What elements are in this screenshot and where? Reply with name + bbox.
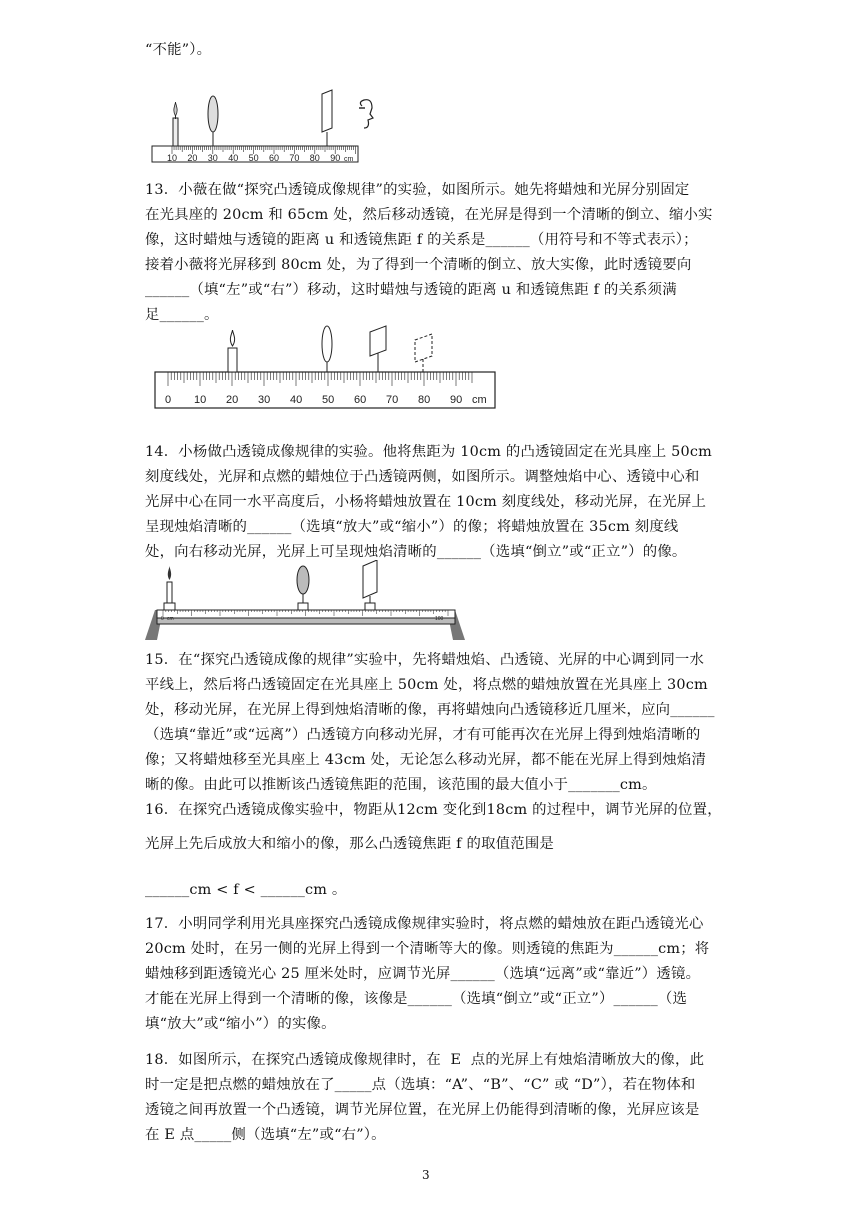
intro-text: “不能”）。 [145,42,212,58]
fig14-unit-label: cm [167,616,174,622]
q15-line-5: 像；又将蜡烛移至光具座上 43cm 处，无论怎么移动光屏，都不能在光屏上得到烛焰清 [145,752,707,768]
fig13-tick-label: 10 [194,394,207,406]
q17-line-5: 填“放大”或“缩小”）的实像。 [145,1016,336,1032]
fig13-tick-label: 50 [322,394,335,406]
q13-line-6: 足______。 [145,307,219,323]
q14-line-5: 处，向右移动光屏，光屏上可呈现烛焰清晰的______（选填“倒立”或“正立”）的像。 [145,544,687,560]
fig12-tick-label: 30 [207,153,218,163]
q16-line-3: ______cm < f < ______cm 。 [145,882,347,898]
fig13-unit-label: cm [472,394,487,406]
q13-line-2: 在光具座的 20cm 和 65cm 处，然后移动透镜，在光屏是得到一个清晰的倒立、缩小实 [145,207,713,223]
q15-line-3: 处，移动光屏，在光屏上得到烛焰清晰的像，再将蜡烛向凸透镜移近几厘米，应向______ [145,702,715,718]
q13-line-1: 13．小薇在做“探究凸透镜成像规律”的实验，如图所示。她先将蜡烛和光屏分别固定 [145,182,690,198]
fig12-tick-label: 90 [330,153,341,163]
q14-line-2: 刻度线处，光屏和点燃的蜡烛位于凸透镜两侧，如图所示。调整烛焰中心、透镜中心和 [145,469,700,485]
fig13-tick-label: 60 [354,394,367,406]
fig14-end-label: 100 [435,616,444,622]
q13-line-3: 像，这时蜡烛与透镜的距离 u 和透镜焦距 f 的关系是______（用符号和不等式表示）； [145,232,698,248]
q18-line-1: 18．如图所示，在探究凸透镜成像规律时，在 E 点的光屏上有烛焰清晰放大的像，此 [145,1052,705,1068]
fig14-start-label: 0 [161,616,164,622]
q17-line-2: 20cm 处时，在另一侧的光屏上得到一个清晰等大的像。则透镜的焦距为______cm；将 [145,941,710,957]
q15-line-1: 15．在“探究凸透镜成像的规律”实验中，先将蜡烛焰、凸透镜、光屏的中心调到同一水 [145,652,705,668]
q13-line-5: ______（填“左”或“右”）移动，这时蜡烛与透镜的距离 u 和透镜焦距 f 的关系须满 [145,282,677,298]
page-number: 3 [422,1168,430,1182]
fig12-tick-label: 80 [309,153,320,163]
fig13-tick-label: 30 [258,394,271,406]
q14-line-4: 呈现烛焰清晰的______（选填“放大”或“缩小”）的像；将蜡烛放置在 35cm 刻度线 [145,519,679,535]
q14-line-3: 光屏中心在同一水平高度后，小杨将蜡烛放置在 10cm 刻度线处，移动光屏，在光屏上 [145,494,707,510]
fig13-tick-label: 80 [418,394,431,406]
q13-line-4: 接着小薇将光屏移到 80cm 处，为了得到一个清晰的倒立、放大实像，此时透镜要向 [145,257,692,273]
fig12-unit-label: cm [344,156,354,163]
q16-line-1: 16．在探究凸透镜成像实验中，物距从12cm 变化到18cm 的过程中，调节光屏的位置， [145,802,722,818]
optical-bench-figure-12 [150,88,380,174]
q18-line-4: 在 E 点_____侧（选填“左”或“右”）。 [145,1127,386,1143]
q15-line-4: （选填“靠近”或“远离”）凸透镜方向移动光屏，才有可能再次在光屏上得到烛焰清晰的 [145,727,701,743]
q17-line-3: 蜡烛移到距透镜光心 25 厘米处时，应调节光屏______（选填“远离”或“靠近”）透镜。 [145,966,701,982]
optical-bench-figure-14 [145,560,465,642]
q14-line-1: 14．小杨做凸透镜成像规律的实验。他将焦距为 10cm 的凸透镜固定在光具座上 50cm [145,444,712,460]
fig13-tick-label: 20 [226,394,239,406]
q18-line-2: 时一定是把点燃的蜡烛放在了_____点（选填：“A”、“B”、“C” 或 “D”），若在物体和 [145,1077,696,1093]
fig12-tick-label: 40 [228,153,239,163]
fig12-tick-label: 10 [167,153,178,163]
q15-line-6: 晰的像。由此可以推断该凸透镜焦距的范围，该范围的最大值小于_______cm。 [145,777,657,793]
q18-line-3: 透镜之间再放置一个凸透镜，调节光屏位置，在光屏上仍能得到清晰的像，光屏应该是 [145,1102,700,1118]
fig12-tick-label: 70 [289,153,300,163]
fig12-tick-label: 60 [269,153,280,163]
optical-bench-figure-13 [150,322,500,412]
q16-line-2: 光屏上先后成放大和缩小的像，那么凸透镜焦距 f 的取值范围是 [145,836,555,852]
fig13-tick-label: 90 [450,394,463,406]
fig12-tick-label: 20 [187,153,198,163]
fig13-tick-label: 40 [290,394,303,406]
q17-line-4: 才能在光屏上得到一个清晰的像，该像是______（选填“倒立”或“正立”）______（选 [145,991,688,1007]
fig13-tick-label: 0 [165,394,172,406]
fig12-tick-label: 50 [248,153,259,163]
q17-line-1: 17．小明同学利用光具座探究凸透镜成像规律实验时，将点燃的蜡烛放在距凸透镜光心 [145,916,704,932]
q15-line-2: 平线上，然后将凸透镜固定在光具座上 50cm 处，将点燃的蜡烛放置在光具座上 30cm [145,677,708,693]
fig13-tick-label: 70 [386,394,399,406]
